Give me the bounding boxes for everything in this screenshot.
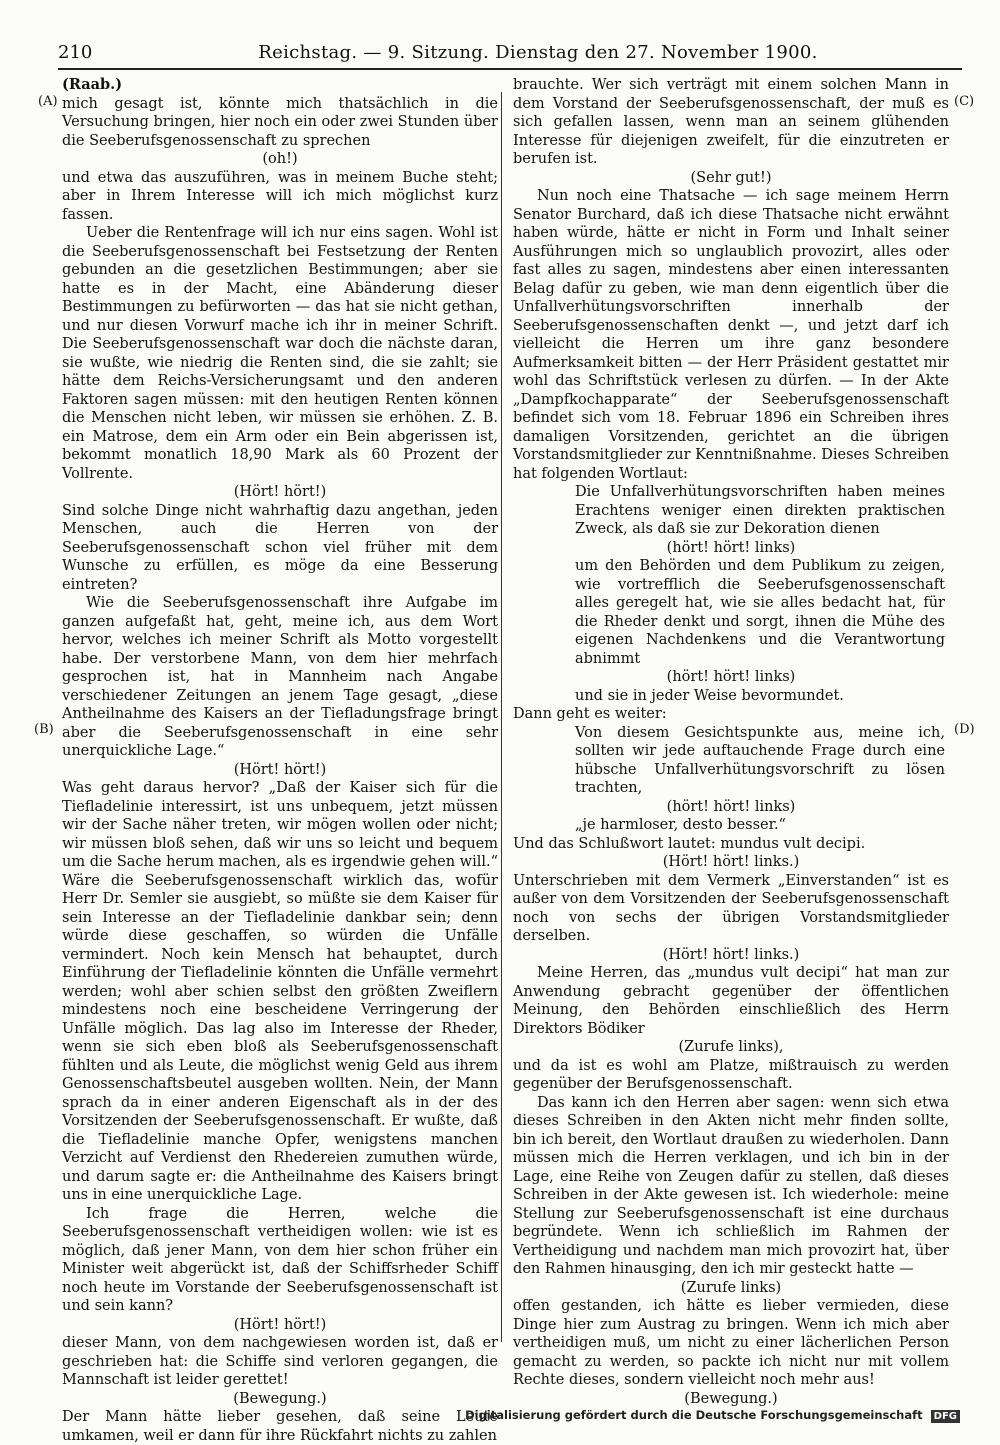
margin-marker-b: (B) <box>34 722 54 737</box>
dfg-logo: DFG <box>931 1410 960 1423</box>
interjection: (oh!) <box>262 151 298 167</box>
interjection: (Bewegung.) <box>684 1390 778 1407</box>
right-column <box>513 76 949 1408</box>
paragraph: Dann geht es weiter: <box>513 706 667 722</box>
column-divider <box>501 92 502 1342</box>
quoted-text: um den Behörden und dem Publikum zu zeigen, wie vortrefflich die Seeberufsgenossenschaft alles geregelt hat, wie sie alles bedacht hat, für die Rheder denkt und sorgt, ihnen die Mühe des eigenen Nachdenkens und die Verantwortung abnimmt <box>575 558 945 667</box>
paragraph: mich gesagt ist, könnte mich thatsächlich in die Versuchung bringen, hier noch ein oder zwei Stunden über die Seeberufsgenossenschaft zu sprechen <box>62 95 498 149</box>
interjection: (Bewegung.) <box>233 1390 327 1407</box>
paragraph: Was geht daraus hervor? „Daß der Kaiser sich für die Tiefladelinie interessirt, ist uns unbequem, jetzt müssen wir der Sache näher treten, wir mögen wollen oder nicht; wir müssen bloß sehen, daß wir uns so leicht und bequem um die Sache herum machen, als es irgendwie gehen will.“ Wäre die Seeberufsgenossenschaft wirklich das, wofür Herr Dr. Semler sie ausgiebt, so müßte sie dem Kaiser für sein Interesse an der Tiefladelinie dankbar sein; denn würde diese geschaffen, so würden die Unfälle vermindert. Noch kein Mensch hat behauptet, durch Einführung der Tiefladelinie könnten die Unfälle vermehrt werden; wohl aber schien selbst den größten Zweiflern mindestens noch eine bescheidene Verringerung der Unfälle möglich. Das lag also im Interesse der Rheder, wenn sie sich eben bloß als Seeberufsgenossenschaft fühlten und als Leute, die möglichst wenig Geld aus ihrem Genossenschaftsbeutel ausgeben wollten. Nein, der Mann sprach da in einer anderen Eigenschaft als in der des Vorsitzenden der Seeberufsgenossenschaft. Er wußte, daß die Tiefladelinie manche Opfer, wenigstens manchen Verzicht auf Verdienst den Rhedereien zumuthen würde, und darum sagte er: die Antheilnahme des Kaisers bringt uns in eine unerquickliche Lage. <box>62 780 498 1203</box>
paragraph: und etwa das auszuführen, was in meinem Buche steht; aber in Ihrem Interesse will ich mich möglichst kurz fassen. <box>62 169 498 223</box>
quoted-text: Die Unfallverhütungsvorschriften haben meines Erachtens weniger einen direkten praktischen Zweck, als daß sie zur Dekoration dienen <box>575 484 945 537</box>
running-header <box>58 40 958 66</box>
paragraph: Und das Schlußwort lautet: mundus vult decipi. <box>513 835 866 852</box>
header-rule <box>58 68 962 70</box>
speaker-label: (Raab.) <box>62 76 123 93</box>
quoted-text: und sie in jeder Weise bevormundet. <box>575 687 844 704</box>
interjection: (Hört! hört! links.) <box>662 946 800 963</box>
paragraph: Das kann ich den Herren aber sagen: wenn sich etwa dieses Schreiben in den Akten nicht mehr finden sollte, bin ich bereit, den Wortlaut draußen zu wiederholen. Dann müssen mich die Herren verklagen, und ich bin in der Lage, eine Reihe von Zeugen dafür zu stellen, daß dieses Schreiben in der Akte gewesen ist. Ich wiederhole: meine Stellung zur Seeberufsgenossenschaft ist eine durchaus begründete. Wenn ich schließlich im Rahmen der Vertheidigung und nachdem man mich provozirt hat, über den Rahmen hinausging, den ich mir gesteckt hatte — <box>513 1094 949 1277</box>
paragraph: Meine Herren, das „mundus vult decipi“ hat man zur Anwendung gebracht gegenüber der öffentlichen Meinung, den Behörden einschließlich des Herrn Direktors Bödiker <box>513 965 949 1037</box>
quoted-text: Von diesem Gesichtspunkte aus, meine ich, sollten wir jede auftauchende Frage durch eine hübsche Unfallverhütungsvorschrift zu lösen trachten, <box>575 724 945 796</box>
paragraph: Ueber die Rentenfrage will ich nur eins sagen. Wohl ist die Seeberufsgenossenschaft bei Festsetzung der Renten gebunden an die gesetzlichen Bestimmungen; aber sie hatte es in der Macht, eine Abänderung dieser Bestimmungen zu befürworten — das hat sie nicht gethan, und nur diesen Vorwurf mache ich ihr in meiner Schrift. Die Seeberufsgenossenschaft war doch die nächste daran, sie wußte, wie niedrig die Renten sind, die sie zahlt; sie hätte dem Reichs-Versicherungsamt und den anderen Faktoren sagen müssen: mit den heutigen Renten können die Menschen nicht leben, wir müssen sie erhöhen. Z. B. ein Matrose, dem ein Arm oder ein Bein abgerissen ist, bekommt monatlich 18,90 Mark als 60 Prozent der Vollrente. <box>62 225 498 482</box>
interjection: (hört! hört! links) <box>666 798 796 815</box>
paragraph: brauchte. Wer sich verträgt mit einem solchen Mann in dem Vorstand der Seeberufsgenossenschaft, der muß es sich gefallen lassen, wenn man an seinem glühenden Interesse für diejenigen zweifelt, für die einzutreten er berufen ist. <box>513 77 949 167</box>
margin-marker-c: (C) <box>954 94 975 109</box>
paragraph: Wie die Seeberufsgenossenschaft ihre Aufgabe im ganzen aufgefaßt hat, geht, meine ich, aus dem Wort hervor, welches ich meiner Schrift als Motto vorgestellt habe. Der verstorbene Mann, von dem hier mehrfach gesprochen ist, hat in Mannheim nach Angabe verschiedener Zeitungen an jenem Tage gesagt, „diese Antheilnahme des Kaisers an der Tiefladungsfrage bringt aber die Seeberufsgenossenschaft in eine sehr unerquickliche Lage.“ <box>62 595 498 759</box>
quoted-text: „je harmloser, desto besser.“ <box>575 817 786 833</box>
credit-text: Digitalisierung gefördert durch die Deutsche Forschungsgemeinschaft <box>465 1408 923 1422</box>
paragraph: Sind solche Dinge nicht wahrhaftig dazu angethan, jeden Menschen, auch die Herren von der Seeberufsgenossenschaft schon viel früher mit dem Wunsche zu erfüllen, es möge da eine Besserung eintreten? <box>62 502 498 593</box>
paragraph: Nun noch eine Thatsache — ich sage meinem Herrn Senator Burchard, daß ich diese Thatsache nicht erwähnt haben würde, hätte er nicht in Form und Inhalt seiner Ausführungen mich so unglaublich provozirt, alles oder fast alles zu sagen, mindestens aber einen interessanten Belag dafür zu geben, wie man denn eigentlich über die Unfallverhütungsvorschriften innerhalb der Seeberufsgenossenschaften denkt —, und jetzt darf ich vielleicht die Herren um ihre ganz besondere Aufmerksamkeit bitten — der Herr Präsident gestattet mir wohl das Schriftstück verlesen zu dürfen. — In der Akte „Dampfkochapparate“ der Seeberufsgenossenschaft befindet sich vom 18. Februar 1896 ein Schreiben ihres damaligen Vorsitzenden, gerichtet an die übrigen Vorstandsmitglieder zur Kenntnißnahme. Dieses Schreiben hat folgenden Wortlaut: <box>513 188 949 482</box>
interjection: (Zurufe links) <box>680 1279 782 1296</box>
interjection: (Hört! hört! links.) <box>662 854 800 870</box>
page-number: 210 <box>58 42 93 63</box>
interjection: (Hört! hört!) <box>233 484 327 500</box>
interjection: (Hört! hört!) <box>233 1316 327 1333</box>
left-column <box>62 76 498 1445</box>
paragraph: Der Mann hätte lieber gesehen, daß seine Leute umkamen, weil er dann für ihre Rückfahrt nichts zu zahlen <box>62 1409 498 1444</box>
digitization-credit <box>465 1408 960 1423</box>
interjection: (hört! hört! links) <box>666 539 796 556</box>
paragraph: Ich frage die Herren, welche die Seeberufsgenossenschaft vertheidigen wollen: wie ist es möglich, daß jener Mann, von dem hier schon früher ein Minister weit abgerückt ist, daß der Schiffsrheder Schiff noch heute im Vorstande der Seeberufsgenossenschaft ist und sein kann? <box>62 1205 498 1314</box>
interjection: (Hört! hört!) <box>233 761 327 778</box>
paragraph: offen gestanden, ich hätte es lieber vermieden, diese Dinge hier zum Austrag zu bringen. Wenn ich mich aber vertheidigen muß, um nicht zu einer lächerlichen Person gemacht zu werden, so packte ich nicht nur mit vollem Rechte dieses, sondern vielleicht noch mehr aus! <box>513 1298 949 1388</box>
paragraph: dieser Mann, von dem nachgewiesen worden ist, daß er geschrieben hat: die Schiffe sind verloren gegangen, die Mannschaft ist leider gerettet! <box>62 1335 498 1388</box>
paragraph: Unterschrieben mit dem Vermerk „Einverstanden“ ist es außer von dem Vorsitzenden der Seeberufsgenossenschaft noch von sechs der übrigen Vorstandsmitglieder derselben. <box>513 872 949 944</box>
margin-marker-a: (A) <box>38 94 58 109</box>
page-title: Reichstag. — 9. Sitzung. Dienstag den 27. November 1900. <box>258 42 818 63</box>
paragraph: und da ist es wohl am Platze, mißtrauisch zu werden gegenüber der Berufsgenossenschaft. <box>513 1057 949 1092</box>
interjection: (Sehr gut!) <box>690 169 772 186</box>
interjection: (Zurufe links), <box>678 1039 784 1055</box>
margin-marker-d: (D) <box>954 722 975 737</box>
interjection: (hört! hört! links) <box>666 669 796 685</box>
